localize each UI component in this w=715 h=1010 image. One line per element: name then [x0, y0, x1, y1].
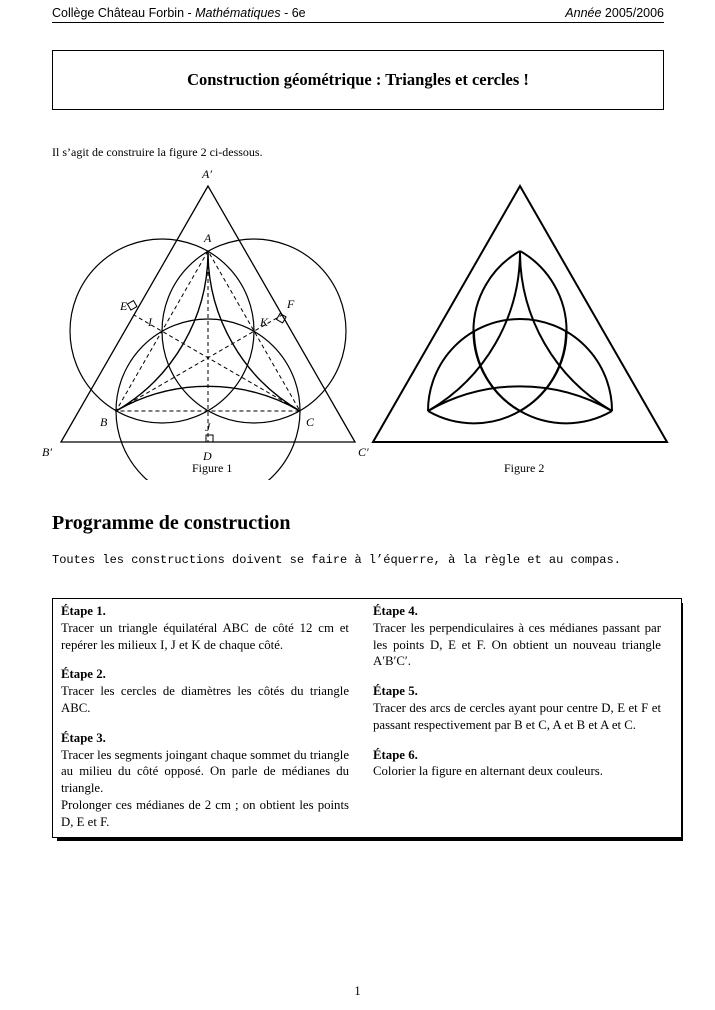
median-b: [116, 315, 282, 411]
label-f: F: [287, 297, 295, 311]
label-b-prime: B′: [42, 445, 52, 459]
step-title: Étape 3.: [61, 730, 106, 745]
median-c: [134, 315, 300, 411]
step-5: [373, 683, 661, 733]
steps-box: [52, 598, 682, 838]
label-c: C: [306, 415, 315, 429]
header-right: [565, 6, 664, 20]
step-title: Étape 6.: [373, 747, 418, 762]
label-d: D: [203, 449, 212, 463]
step-1: [61, 603, 349, 653]
fig2-outer-triangle: [373, 186, 667, 442]
right-angle-d: [206, 435, 213, 442]
fig2-arc-d: [428, 386, 612, 411]
label-k: K: [260, 315, 269, 329]
label-c-prime: C′: [358, 445, 369, 459]
step-6: [373, 747, 661, 781]
label-e: E: [120, 299, 128, 313]
header-sep: -: [280, 6, 292, 20]
figure-1-caption: Figure 1: [192, 461, 233, 475]
section-title: Programme de construction: [52, 512, 291, 534]
step-2: [61, 666, 349, 716]
step-text: Tracer les perpendiculaires à ces médianes passant par les points D, E et F. On obtient un nouveau triangle A′B′C′.: [373, 620, 661, 669]
label-a: A: [204, 231, 212, 245]
step-title: Étape 5.: [373, 684, 418, 699]
steps-column-left: [61, 603, 349, 844]
steps-column-right: [373, 603, 661, 793]
header-rule: [52, 22, 664, 23]
header-year-label: Année: [565, 6, 602, 20]
step-text: Tracer les segments joingant chaque sommet du triangle au milieu du côté opposé. On parle de médianes du triangle.: [61, 747, 349, 796]
step-3: [61, 730, 349, 831]
step-title: Étape 2.: [61, 667, 106, 682]
step-text: Tracer les cercles de diamètres les côtés du triangle ABC.: [61, 684, 349, 715]
step-text: Tracer des arcs de cercles ayant pour centre D, E et F et passant respectivement par B et C, A et B et A et C.: [373, 700, 661, 732]
step-text-2: Prolonger ces médianes de 2 cm ; on obtient les points D, E et F.: [61, 797, 349, 829]
figure-2-caption: Figure 2: [504, 461, 545, 475]
intro-text: Il s’agit de construire la figure 2 ci-dessous.: [52, 145, 263, 159]
step-text: Tracer un triangle équilatéral ABC de côté 12 cm et repérer les milieux I, J et K de chaque côté.: [61, 620, 349, 652]
header-school: Collège Château Forbin -: [52, 6, 196, 20]
title-box: [52, 50, 664, 110]
figure-1-labels: [42, 167, 369, 475]
label-a-prime: A′: [202, 167, 212, 181]
label-b: B: [100, 415, 108, 429]
page-number: 1: [354, 984, 361, 998]
page-title: Construction géométrique : Triangles et cercles !: [187, 70, 529, 89]
step-text: Colorier la figure en alternant deux couleurs.: [373, 764, 603, 779]
right-angle-e: [127, 301, 137, 311]
figures: [0, 160, 715, 480]
step-title: Étape 4.: [373, 604, 418, 618]
header-subject: Mathématiques: [195, 6, 281, 20]
header-left: [52, 6, 306, 20]
step-4: [373, 603, 661, 670]
step-title: Étape 1.: [61, 604, 106, 618]
label-j: J: [205, 420, 211, 434]
label-i: I: [148, 315, 152, 329]
header-year: 2005/2006: [601, 6, 664, 20]
section-subtitle: Toutes les constructions doivent se faire à l’équerre, à la règle et au compas.: [52, 553, 621, 567]
header-class: 6e: [291, 6, 306, 20]
figure-2: [373, 186, 667, 442]
